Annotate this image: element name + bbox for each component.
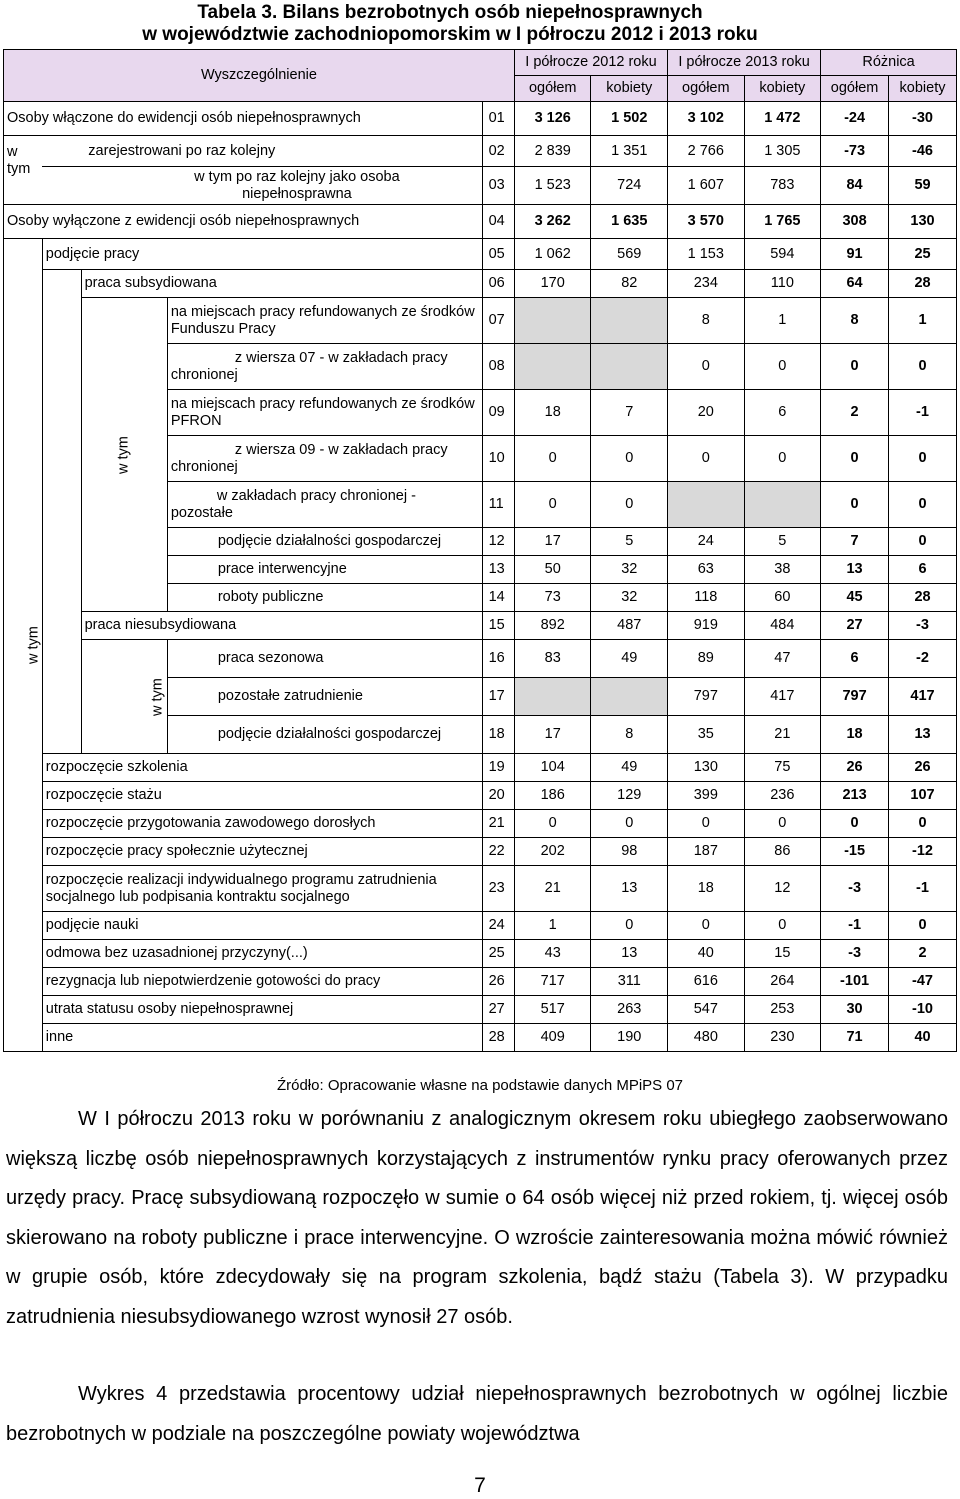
value-cell: -101 xyxy=(821,968,889,996)
paragraph-2 xyxy=(6,1375,948,1454)
value-cell: 8 xyxy=(821,298,889,344)
value-cell: 40 xyxy=(889,1024,957,1052)
balance-table xyxy=(3,49,957,1052)
row-label: rozpoczęcie szkolenia xyxy=(42,754,482,782)
header-2012: I półrocze 2012 roku xyxy=(514,50,667,76)
value-cell: 89 xyxy=(668,640,745,678)
row-number: 12 xyxy=(482,528,514,556)
value-cell: 2 xyxy=(821,390,889,436)
value-cell: 480 xyxy=(668,1024,745,1052)
row-label: rezygnacja lub niepotwierdzenie gotowości do pracy xyxy=(42,968,482,996)
value-cell: 50 xyxy=(514,556,591,584)
value-cell: 18 xyxy=(668,866,745,912)
value-cell: 71 xyxy=(821,1024,889,1052)
value-cell: 24 xyxy=(668,528,745,556)
row-label: Osoby wyłączone z ewidencji osób niepełnosprawnych xyxy=(4,205,483,239)
value-cell: 517 xyxy=(514,996,591,1024)
table-row xyxy=(4,102,957,136)
row-label: praca niesubsydiowana xyxy=(81,612,482,640)
value-cell: 724 xyxy=(591,167,668,205)
table-row xyxy=(4,810,957,838)
value-cell: 230 xyxy=(744,1024,821,1052)
value-cell: 49 xyxy=(591,754,668,782)
value-cell: 3 262 xyxy=(514,205,591,239)
row-number: 09 xyxy=(482,390,514,436)
table-title-line1: Tabela 3. Bilans bezrobotnych osób niepełnosprawnych xyxy=(197,2,703,23)
row-label: w tym po raz kolejny jako osoba niepełnosprawna xyxy=(42,167,482,205)
value-cell: 1 153 xyxy=(668,239,745,270)
value-cell: 797 xyxy=(668,678,745,716)
value-cell: 0 xyxy=(591,810,668,838)
value-cell: 43 xyxy=(514,940,591,968)
header-ogolem: ogółem xyxy=(668,76,745,102)
value-cell: 21 xyxy=(514,866,591,912)
value-cell xyxy=(591,344,668,390)
value-cell: 13 xyxy=(591,940,668,968)
row-number: 18 xyxy=(482,716,514,754)
value-cell: -73 xyxy=(821,136,889,167)
value-cell: 919 xyxy=(668,612,745,640)
value-cell: 0 xyxy=(668,810,745,838)
row-label: pozostałe zatrudnienie xyxy=(167,678,482,716)
value-cell: 63 xyxy=(668,556,745,584)
row-number: 25 xyxy=(482,940,514,968)
value-cell: 28 xyxy=(889,270,957,298)
value-cell: 130 xyxy=(889,205,957,239)
value-cell: 417 xyxy=(744,678,821,716)
value-cell: -1 xyxy=(889,866,957,912)
row-label: praca sezonowa xyxy=(167,640,482,678)
value-cell: 186 xyxy=(514,782,591,810)
table-row xyxy=(4,205,957,239)
row-label: prace interwencyjne xyxy=(167,556,482,584)
value-cell: -30 xyxy=(889,102,957,136)
value-cell: 0 xyxy=(744,810,821,838)
w-tym-vertical-unsubsidized: w tym xyxy=(81,640,167,754)
value-cell xyxy=(744,482,821,528)
value-cell: 1 607 xyxy=(668,167,745,205)
row-number: 03 xyxy=(482,167,514,205)
row-number: 13 xyxy=(482,556,514,584)
row-number: 11 xyxy=(482,482,514,528)
value-cell: 0 xyxy=(889,912,957,940)
table-row xyxy=(4,1024,957,1052)
row-number: 21 xyxy=(482,810,514,838)
value-cell: 234 xyxy=(668,270,745,298)
row-number: 10 xyxy=(482,436,514,482)
value-cell: 26 xyxy=(889,754,957,782)
table-row xyxy=(4,940,957,968)
header-ogolem: ogółem xyxy=(821,76,889,102)
header-ogolem: ogółem xyxy=(514,76,591,102)
row-number: 05 xyxy=(482,239,514,270)
value-cell: 1 xyxy=(514,912,591,940)
value-cell: 3 126 xyxy=(514,102,591,136)
row-number: 06 xyxy=(482,270,514,298)
row-label: inne xyxy=(42,1024,482,1052)
value-cell: 91 xyxy=(821,239,889,270)
value-cell: 38 xyxy=(744,556,821,584)
value-cell: 2 839 xyxy=(514,136,591,167)
value-cell: 0 xyxy=(514,810,591,838)
row-number: 19 xyxy=(482,754,514,782)
value-cell: 98 xyxy=(591,838,668,866)
row-label: roboty publiczne xyxy=(167,584,482,612)
paragraph-1 xyxy=(6,1100,948,1337)
value-cell: 20 xyxy=(668,390,745,436)
value-cell: 110 xyxy=(744,270,821,298)
paragraph-2-text: Wykres 4 przedstawia procentowy udział niepełnosprawnych bezrobotnych w ogólnej liczbie bezrobotnych w podziale na poszczególne powiaty województwa xyxy=(6,1383,948,1445)
value-cell: 0 xyxy=(889,528,957,556)
value-cell xyxy=(514,678,591,716)
row-number: 15 xyxy=(482,612,514,640)
paragraph-1-text: W I półroczu 2013 roku w porównaniu z analogicznym okresem roku ubiegłego zaobserwowano większą liczbę osób niepełnosprawnych korzystających z instrumentów rynku pracy oferowanych przez urzędy pracy. Pracę subsydiowaną rozpoczęło w sumie o 64 osób więcej niż przed rokiem, tj. więcej osób skierowano na roboty publiczne i prace interwencyjne. O wzroście zainteresowania można mówić również w grupie osób, które zdecydowały się na program szkolenia, bądź stażu (Tabela 3). W przypadku zatrudnienia niesubsydiowanego wzrost wynosił 27 osób. xyxy=(6,1108,948,1328)
value-cell: 1 062 xyxy=(514,239,591,270)
value-cell: 13 xyxy=(591,866,668,912)
value-cell: 130 xyxy=(668,754,745,782)
row-label: na miejscach pracy refundowanych ze środków PFRON xyxy=(167,390,482,436)
value-cell: 49 xyxy=(591,640,668,678)
value-cell: 1 xyxy=(889,298,957,344)
value-cell: 783 xyxy=(744,167,821,205)
value-cell: 17 xyxy=(514,528,591,556)
value-cell: 40 xyxy=(668,940,745,968)
table-row xyxy=(4,298,957,344)
value-cell: -3 xyxy=(821,940,889,968)
value-cell: 0 xyxy=(514,436,591,482)
value-cell: 17 xyxy=(514,716,591,754)
row-label: z wiersza 07 - w zakładach pracy chronionej xyxy=(167,344,482,390)
header-2013: I półrocze 2013 roku xyxy=(668,50,821,76)
value-cell: -12 xyxy=(889,838,957,866)
row-number: 17 xyxy=(482,678,514,716)
value-cell: 3 102 xyxy=(668,102,745,136)
value-cell: 18 xyxy=(514,390,591,436)
value-cell xyxy=(591,298,668,344)
value-cell: 73 xyxy=(514,584,591,612)
header-kobiety: kobiety xyxy=(591,76,668,102)
value-cell: 1 765 xyxy=(744,205,821,239)
value-cell: 311 xyxy=(591,968,668,996)
value-cell: 0 xyxy=(744,912,821,940)
value-cell: 797 xyxy=(821,678,889,716)
source-note: Źródło: Opracowanie własne na podstawie danych MPiPS 07 xyxy=(276,1077,684,1094)
value-cell: 1 472 xyxy=(744,102,821,136)
table-row xyxy=(4,996,957,1024)
value-cell: 253 xyxy=(744,996,821,1024)
row-label: odmowa bez uzasadnionej przyczyny(...) xyxy=(42,940,482,968)
value-cell: 213 xyxy=(821,782,889,810)
value-cell: 717 xyxy=(514,968,591,996)
value-cell: 484 xyxy=(744,612,821,640)
value-cell xyxy=(668,482,745,528)
row-label: podjęcie nauki xyxy=(42,912,482,940)
value-cell: 0 xyxy=(821,436,889,482)
row-number: 01 xyxy=(482,102,514,136)
value-cell: -3 xyxy=(889,612,957,640)
header-kobiety: kobiety xyxy=(744,76,821,102)
value-cell: 0 xyxy=(821,810,889,838)
value-cell: 263 xyxy=(591,996,668,1024)
value-cell: 0 xyxy=(889,344,957,390)
row-number: 24 xyxy=(482,912,514,940)
value-cell: -1 xyxy=(889,390,957,436)
value-cell: 0 xyxy=(668,344,745,390)
row-label: praca subsydiowana xyxy=(81,270,482,298)
row-label: w zakładach pracy chronionej - pozostałe xyxy=(167,482,482,528)
value-cell: 616 xyxy=(668,968,745,996)
page-number: 7 xyxy=(474,1474,486,1497)
value-cell: 0 xyxy=(889,810,957,838)
value-cell: 170 xyxy=(514,270,591,298)
w-tym-label: w tym xyxy=(4,136,43,205)
value-cell: -1 xyxy=(821,912,889,940)
row-number: 23 xyxy=(482,866,514,912)
row-label: podjęcie działalności gospodarczej xyxy=(167,716,482,754)
value-cell: 1 305 xyxy=(744,136,821,167)
row-label: z wiersza 09 - w zakładach pracy chronionej xyxy=(167,436,482,482)
value-cell: 2 xyxy=(889,940,957,968)
row-number: 07 xyxy=(482,298,514,344)
value-cell: 129 xyxy=(591,782,668,810)
value-cell: 190 xyxy=(591,1024,668,1052)
value-cell: 32 xyxy=(591,584,668,612)
row-number: 22 xyxy=(482,838,514,866)
header-spec: Wyszczególnienie xyxy=(4,50,515,102)
value-cell: 32 xyxy=(591,556,668,584)
row-number: 02 xyxy=(482,136,514,167)
value-cell: 27 xyxy=(821,612,889,640)
value-cell: -2 xyxy=(889,640,957,678)
value-cell xyxy=(514,344,591,390)
row-number: 26 xyxy=(482,968,514,996)
value-cell: 118 xyxy=(668,584,745,612)
value-cell: 0 xyxy=(668,912,745,940)
value-cell: 35 xyxy=(668,716,745,754)
value-cell: 8 xyxy=(668,298,745,344)
value-cell: 64 xyxy=(821,270,889,298)
table-row xyxy=(4,270,957,298)
row-label: na miejscach pracy refundowanych ze środków Funduszu Pracy xyxy=(167,298,482,344)
value-cell: -24 xyxy=(821,102,889,136)
value-cell: 107 xyxy=(889,782,957,810)
value-cell: -15 xyxy=(821,838,889,866)
table-row xyxy=(4,136,957,167)
row-label: rozpoczęcie przygotowania zawodowego dorosłych xyxy=(42,810,482,838)
value-cell: 417 xyxy=(889,678,957,716)
value-cell: 59 xyxy=(889,167,957,205)
table-row xyxy=(4,912,957,940)
value-cell: -47 xyxy=(889,968,957,996)
table-row xyxy=(4,782,957,810)
value-cell: -46 xyxy=(889,136,957,167)
value-cell: 399 xyxy=(668,782,745,810)
value-cell: -10 xyxy=(889,996,957,1024)
table-row xyxy=(4,866,957,912)
row-number: 20 xyxy=(482,782,514,810)
value-cell: 104 xyxy=(514,754,591,782)
table-title-line2: w województwie zachodniopomorskim w I półroczu 2012 i 2013 roku xyxy=(142,24,758,45)
row-number: 27 xyxy=(482,996,514,1024)
table-row xyxy=(4,640,957,678)
value-cell: 25 xyxy=(889,239,957,270)
value-cell: 547 xyxy=(668,996,745,1024)
value-cell: 0 xyxy=(889,482,957,528)
value-cell: 28 xyxy=(889,584,957,612)
value-cell: 0 xyxy=(591,912,668,940)
value-cell: 264 xyxy=(744,968,821,996)
value-cell: 12 xyxy=(744,866,821,912)
value-cell: 0 xyxy=(744,344,821,390)
indent-cell xyxy=(42,270,81,754)
value-cell: 487 xyxy=(591,612,668,640)
value-cell: 6 xyxy=(821,640,889,678)
w-tym-vertical-outer: w tym xyxy=(4,239,43,1052)
value-cell: 0 xyxy=(591,436,668,482)
value-cell: 0 xyxy=(889,436,957,482)
value-cell: 21 xyxy=(744,716,821,754)
table-row xyxy=(4,754,957,782)
value-cell: 13 xyxy=(821,556,889,584)
row-label: Osoby włączone do ewidencji osób niepełnosprawnych xyxy=(4,102,483,136)
value-cell: 0 xyxy=(591,482,668,528)
row-number: 14 xyxy=(482,584,514,612)
value-cell: 0 xyxy=(821,344,889,390)
value-cell: 60 xyxy=(744,584,821,612)
value-cell: 86 xyxy=(744,838,821,866)
value-cell xyxy=(514,298,591,344)
value-cell: 5 xyxy=(744,528,821,556)
value-cell: 409 xyxy=(514,1024,591,1052)
value-cell: 1 351 xyxy=(591,136,668,167)
row-label: rozpoczęcie pracy społecznie użytecznej xyxy=(42,838,482,866)
value-cell: 82 xyxy=(591,270,668,298)
value-cell: 0 xyxy=(514,482,591,528)
value-cell: 7 xyxy=(591,390,668,436)
row-label: podjęcie pracy xyxy=(42,239,482,270)
table-row xyxy=(4,968,957,996)
value-cell: 308 xyxy=(821,205,889,239)
value-cell: 83 xyxy=(514,640,591,678)
header-diff: Różnica xyxy=(821,50,957,76)
value-cell: 187 xyxy=(668,838,745,866)
value-cell: 1 523 xyxy=(514,167,591,205)
value-cell: 0 xyxy=(668,436,745,482)
value-cell: 1 xyxy=(744,298,821,344)
value-cell: 6 xyxy=(744,390,821,436)
value-cell: 892 xyxy=(514,612,591,640)
row-label: rozpoczęcie stażu xyxy=(42,782,482,810)
value-cell: 7 xyxy=(821,528,889,556)
row-label: utrata statusu osoby niepełnosprawnej xyxy=(42,996,482,1024)
header-kobiety: kobiety xyxy=(889,76,957,102)
value-cell: 569 xyxy=(591,239,668,270)
value-cell: 2 766 xyxy=(668,136,745,167)
row-number: 28 xyxy=(482,1024,514,1052)
value-cell: 3 570 xyxy=(668,205,745,239)
value-cell: 13 xyxy=(889,716,957,754)
value-cell: 18 xyxy=(821,716,889,754)
value-cell: 26 xyxy=(821,754,889,782)
value-cell: 202 xyxy=(514,838,591,866)
table-row xyxy=(4,167,957,205)
row-number: 08 xyxy=(482,344,514,390)
value-cell: -3 xyxy=(821,866,889,912)
value-cell: 594 xyxy=(744,239,821,270)
value-cell: 0 xyxy=(821,482,889,528)
row-label: rozpoczęcie realizacji indywidualnego programu zatrudnienia socjalnego lub podpisania kontraktu socjalnego xyxy=(42,866,482,912)
row-label: podjęcie działalności gospodarczej xyxy=(167,528,482,556)
value-cell: 5 xyxy=(591,528,668,556)
value-cell: 84 xyxy=(821,167,889,205)
row-label: zarejestrowani po raz kolejny xyxy=(42,136,482,167)
value-cell: 6 xyxy=(889,556,957,584)
value-cell: 0 xyxy=(744,436,821,482)
table-row xyxy=(4,612,957,640)
value-cell: 1 635 xyxy=(591,205,668,239)
value-cell: 15 xyxy=(744,940,821,968)
value-cell xyxy=(591,678,668,716)
table-row xyxy=(4,239,957,270)
value-cell: 75 xyxy=(744,754,821,782)
table-row xyxy=(4,838,957,866)
w-tym-vertical-subsidized: w tym xyxy=(81,298,167,612)
value-cell: 30 xyxy=(821,996,889,1024)
value-cell: 8 xyxy=(591,716,668,754)
value-cell: 47 xyxy=(744,640,821,678)
value-cell: 45 xyxy=(821,584,889,612)
value-cell: 236 xyxy=(744,782,821,810)
row-number: 16 xyxy=(482,640,514,678)
row-number: 04 xyxy=(482,205,514,239)
value-cell: 1 502 xyxy=(591,102,668,136)
